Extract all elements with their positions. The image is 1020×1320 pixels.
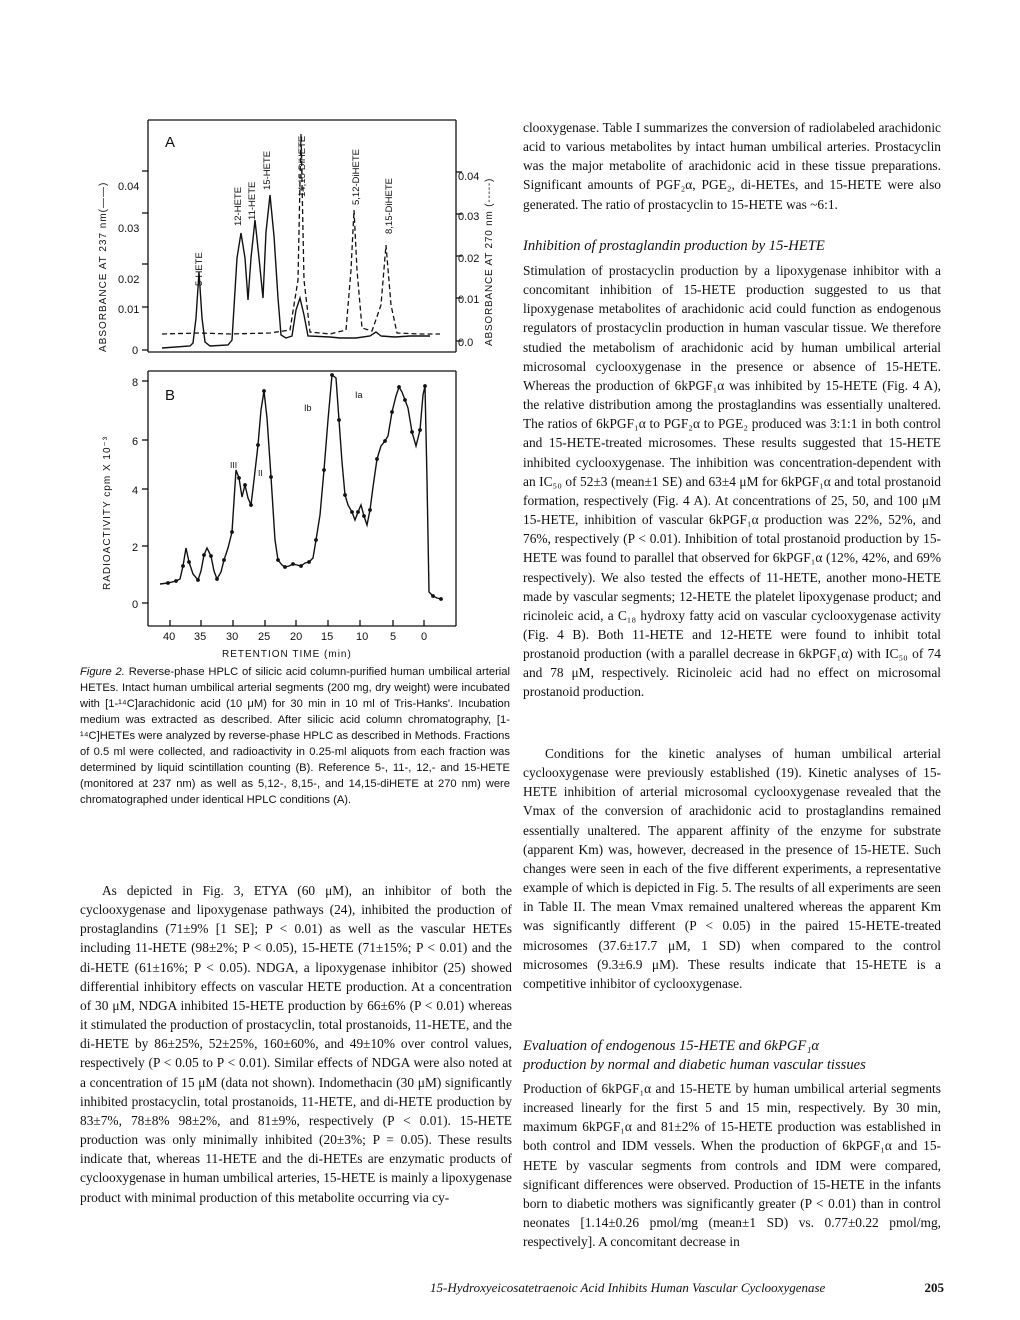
- y-left-tick: 0.01: [118, 304, 140, 316]
- x-tick: 35: [194, 631, 207, 643]
- page-number: 205: [924, 1280, 944, 1295]
- x-tick: 10: [356, 631, 369, 643]
- y-left-tick: 0.03: [118, 223, 140, 235]
- section-heading-evaluation-line2: production by normal and diabetic human vascular tissues: [523, 1057, 866, 1073]
- y-left-tick: 0.02: [118, 274, 140, 286]
- x-tick: 15: [321, 631, 334, 643]
- page-footer: [430, 1280, 944, 1296]
- y-right-axis-label: ABSORBANCE AT 270 nm (-----): [484, 177, 495, 346]
- peak-label-5-12-dihete: 5,12-DiHETE: [351, 149, 362, 205]
- right-paragraph-2: Conditions for the kinetic analyses of human umbilical arterial cyclooxygenase were previously established (19). Kinetic analyses of 15-HETE inhibition of arterial microsomal cyclooxygenase revealed that the Vmax of the conversion of arachidonic acid to prostaglandins remained essentially unaltered. The apparent affinity of the enzyme for substrate (apparent Km) was, however, decreased in the presence of 15-HETE. Such changes were seen in each of the five different experiments, a representative example of which is depicted in Fig. 5. The results of all experiments are seen in Table II. The mean Vmax remained unaltered whereas the apparent Km was significantly different (P < 0.05) in the paired 15-HETE-treated microsomes (37.6±17.7 μM, 1 SD) when compared to the control microsomes (9.3±6.9 μM). These results indicate that 15-HETE is a competitive inhibitor of cyclooxygenase.: [523, 746, 941, 991]
- peak-label-11-hete: 11-HETE: [247, 181, 258, 220]
- peak-label-15-hete: 15-HETE: [262, 150, 273, 190]
- caption-text: Reverse-phase HPLC of silicic acid column-purified human umbilical arterial HETEs. Intact human umbilical arterial segments (200 mg, dry weight) were incubated with [1-¹⁴C]arachidonic acid (10 μM) for 30 min in 10 ml of Tris-Hanks'. Incubation medium was extracted as described. After silicic acid column chromatography, [1-¹⁴C]HETEs were analyzed by reverse-phase HPLC as described in Methods. Fractions of 0.5 ml were collected, and radioactivity in 0.25-ml aliquots from each fraction was determined by liquid scintillation counting (B). Reference 5-, 11-, 12,- and 15-HETE (monitored at 237 nm) as well as 5,12-, 8,15-, and 14,15-diHETE at 270 nm) were chromatographed under identical HPLC conditions (A).: [80, 666, 510, 806]
- x-tick: 25: [258, 631, 271, 643]
- peak-label-14-15-dihete: 14,15-DiHETE: [297, 135, 308, 197]
- peak-label-ia: Ia: [355, 390, 363, 400]
- y-axis-label: RADIOACTIVITY cpm X 10⁻³: [102, 435, 113, 590]
- right-paragraph-3: Production of 6kPGF₁α and 15-HETE by human umbilical arterial segments increased linearly for the first 5 and 15 min, respectively. By 30 min, maximum 6kPGF₁α and 81±2% of 15-HETE production was established in both control and IDM vessels. When the production of 6kPGF₁α and 15-HETE by vascular segments from controls and IDM were compared, significant differences were observed. Production of 15-HETE in the infants born to diabetic mothers was significantly greater (P < 0.01) than in control neonates [1.14±0.26 pmol/mg (mean±1 SD) vs. 0.77±0.22 pmol/mg, respectively]. A concomitant decrease in: [523, 1081, 941, 1250]
- x-tick: 20: [290, 631, 303, 643]
- peak-label-12-hete: 12-HETE: [233, 186, 244, 226]
- peak-label-ii: II: [258, 468, 263, 478]
- peak-label-ib: Ib: [304, 403, 312, 413]
- right-paragraph-0: clooxygenase. Table I summarizes the conversion of radiolabeled arachidonic acid to various metabolites by intact human umbilical arteries. Prostacyclin was the major metabolite of arachidonic acid in these tissue preparations. Significant amounts of PGF₂α, PGE₂, di-HETEs, and 15-HETE were also generated. The ratio of prostacyclin to 15-HETE was ~6:1.: [523, 120, 941, 212]
- right-paragraph-1: Stimulation of prostacyclin production by a lipoxygenase inhibitor with a concomitant inhibition of 15-HETE production suggested to us that lipoxygenase metabolites of arachidonic acid could function as endogenous regulators of prostacyclin production in human vascular tissue. We therefore studied the metabolism of arachidonic acid by human umbilical arterial microsomal cyclooxygenase in the presence or absence of 15-HETE. Whereas the production of 6kPGF₁α was inhibited by 15-HETE (Fig. 4 A), the relative distribution among the prostaglandins was essentially unaltered. The ratios of 6kPGF₁α to PGF₂α to PGE₂ produced was 3:1:1 in both control and 15-HETE-treated microsomes. These results suggested that 15-HETE inhibited cyclooxygenase. The inhibition was concentration-dependent with an IC₅₀ of 52±3 (mean±1 SE) and 63±4 μM for 6kPGF₁α and total prostanoid formation, respectively (Fig. 4 A). At concentrations of 25, 50, and 100 μM 15-HETE, inhibition of vascular 6kPGF₁α production was 22%, 52%, and 76%, respectively (P < 0.01). Inhibition of total prostanoid production by 15-HETE was found to parallel that observed for 6kPGF₁α (12%, 42%, and 69% respectively). We also tested the effects of 11-HETE, another mono-HETE made by vascular segments; 12-HETE the platelet lipoxygenase product; and ricinoleic acid, a C₁₈ hydroxy fatty acid on vascular cyclooxygenase activity (Fig. 4 B). Both 11-HETE and 12-HETE were found to inhibit total prostanoid production (with a parallel decrease in 6kPGF₁α) with IC₅₀ of 74 and 78 μM, respectively. Ricinoleic acid had no effect on microsomal prostanoid production.: [523, 263, 941, 700]
- x-tick: 30: [226, 631, 239, 643]
- panel-b-labels: [102, 377, 427, 660]
- y-right-tick: 0.0: [458, 337, 474, 349]
- section-heading-evaluation-line1: Evaluation of endogenous 15-HETE and 6kPGF₁α: [523, 1038, 820, 1054]
- caption-label: Figure 2.: [80, 666, 125, 678]
- left-body-paragraph: As depicted in Fig. 3, ETYA (60 μM), an inhibitor of both the cyclooxygenase and lipoxygenase pathways (24), inhibited the production of prostaglandins (71±9% [1 SE]; P < 0.01) as well as the vascular HETEs including 11-HETE (98±2%; P < 0.05), 15-HETE (71±15%; P < 0.01) and the di-HETE (61±16%; P < 0.05). NDGA, a lipoxygenase inhibitor (25) showed differential inhibitory effects on vascular HETE production. At a concentration of 30 μM, NDGA inhibited 15-HETE production by 66±6% (P < 0.01) whereas it stimulated the production of prostacyclin, total prostanoids, 11-HETE, and the di-HETE by 86±25%, 52±25%, 160±60%, and 49±10% over control values, respectively (P < 0.05 to P < 0.01). Similar effects of NDGA were also noted at a concentration of 15 μM (data not shown). Indomethacin (30 μM) significantly inhibited prostacyclin, total prostanoids, 11-HETE, and di-HETE production by 83±7%, 78±8% 98±2%, and 81±9%, respectively (P < 0.01). 15-HETE production was only minimally inhibited (20±3%; P = 0.05). These results indicate that, whereas 11-HETE and the di-HETEs are enzymatic products of cyclooxygenase in human umbilical arteries, 15-HETE is mainly a lipoxygenase product with minimal production of this metabolite occurring via cy-: [80, 883, 512, 1205]
- y-right-tick: 0.03: [458, 211, 480, 223]
- y-right-tick: 0.02: [458, 253, 480, 265]
- y-tick: 4: [132, 485, 139, 497]
- y-left-tick: 0: [132, 345, 139, 357]
- y-tick: 8: [132, 377, 139, 389]
- peak-label-8-15-dihete: 8,15-DiHETE: [384, 178, 395, 234]
- panel-a-labels: [98, 134, 495, 357]
- figure-caption: [80, 664, 510, 808]
- panel-b: [142, 371, 456, 626]
- y-left-axis-label: ABSORBANCE AT 237 nm(——): [98, 181, 109, 352]
- panel-b-label: B: [165, 387, 176, 404]
- x-tick: 0: [421, 631, 428, 643]
- y-tick: 2: [132, 542, 139, 554]
- x-tick: 5: [390, 631, 397, 643]
- running-title: 15-Hydroxyeicosatetraenoic Acid Inhibits Human Vascular Cyclooxygenase: [430, 1280, 826, 1295]
- x-tick: 40: [163, 631, 176, 643]
- y-right-tick: 0.01: [458, 294, 480, 306]
- peak-label-iii: III: [230, 460, 238, 470]
- section-heading-inhibition: Inhibition of prostaglandin production by 15-HETE: [523, 238, 825, 254]
- y-left-tick: 0.04: [118, 181, 140, 193]
- y-tick: 0: [132, 599, 139, 611]
- y-right-tick: 0.04: [458, 171, 480, 183]
- x-axis-label: RETENTION TIME (min): [222, 649, 352, 660]
- peak-label-5-hete: 5-HETE: [194, 252, 205, 286]
- y-tick: 6: [132, 436, 139, 448]
- panel-a-label: A: [165, 134, 176, 151]
